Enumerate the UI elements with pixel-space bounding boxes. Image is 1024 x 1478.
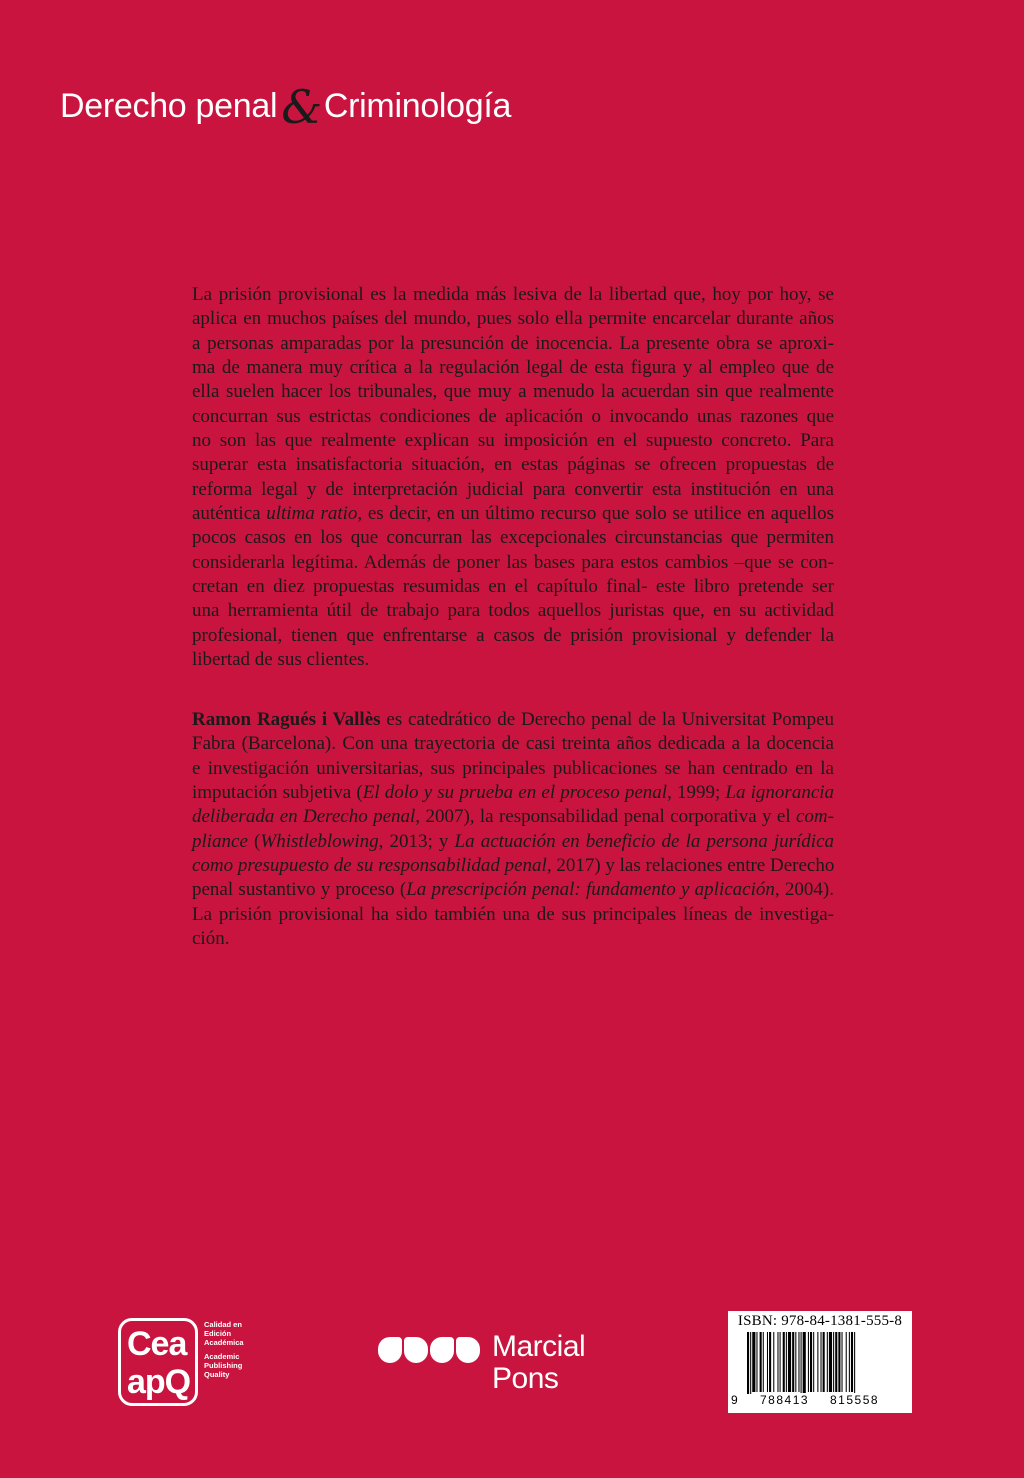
synopsis-line: ella suelen hacer los tribunales, que muy a menudo la acuerdan sin que realmente (192, 381, 834, 403)
barcode-bar (798, 1332, 799, 1392)
ceapq-letters (127, 1325, 190, 1401)
bio-line: Fabra (Barcelona). Con una trayectoria de casi treinta años dedicada a la docencia (192, 733, 834, 755)
barcode-bar (747, 1332, 749, 1394)
ceapq-frame (118, 1318, 198, 1406)
barcode-bar (780, 1332, 781, 1392)
barcode-bar (851, 1332, 853, 1392)
bio-italic: La actuación en beneficio de la persona jurídica (454, 830, 835, 852)
synopsis-paragraph (192, 283, 834, 673)
barcode-bar (795, 1332, 796, 1392)
barcode-bar (760, 1332, 762, 1392)
synopsis-line: reforma legal y de interpretación judicial para convertir esta institución en una (192, 478, 834, 500)
ceapq-caption-es: Académica (204, 1338, 244, 1347)
synopsis-line: no son las que realmente explican su imposición en el supuesto concreto. Para (192, 430, 834, 452)
bio-text: , 2004). (774, 879, 834, 901)
ceapq-caption-es: Edición (204, 1329, 232, 1338)
publisher-name-line1: Marcial (492, 1330, 586, 1363)
bio-line (192, 830, 834, 854)
barcode-bar (838, 1332, 840, 1392)
synopsis-line: ma de manera muy crítica a la regulación legal de esta figura y al empleo que de (192, 357, 834, 379)
bio-text: ( (247, 830, 261, 852)
synopsis-line: superar esta insatisfactoria situación, en estas páginas se ofrecen propuestas de (192, 454, 834, 476)
barcode-bar (783, 1332, 785, 1392)
bio-line (192, 708, 834, 732)
synopsis-line: libertad de sus clientes. (192, 649, 370, 671)
barcode-bar (835, 1332, 837, 1392)
ceapq-letters-bottom: apQ (127, 1363, 191, 1401)
bio-italic: deliberada en Derecho penal (192, 806, 416, 828)
barcode-bar (803, 1332, 806, 1394)
bio-text: , 2007), la responsabilidad penal corporativa y el (415, 806, 796, 828)
series-title-left: Derecho penal (60, 87, 278, 125)
bio-italic: como presupuesto de su responsabilidad penal (192, 855, 547, 877)
author-name: Ramon Ragués i Vallès (192, 709, 381, 730)
isbn-barcode (728, 1311, 912, 1413)
bio-italic: pliance (192, 830, 248, 852)
synopsis-line: pocos casos en los que concurran las excepcionales circunstancias que permiten (192, 527, 834, 549)
barcode-bar (773, 1332, 774, 1392)
bio-line: La prisión provisional ha sido también una de sus principales líneas de investiga- (192, 903, 834, 925)
bio-line (192, 805, 834, 829)
barcode-bar (752, 1332, 755, 1392)
isbn-label: ISBN: 978-84-1381-555-8 (737, 1313, 903, 1329)
barcode-bars-icon (737, 1332, 903, 1394)
bio-text: , 2013; y (378, 830, 455, 852)
ceapq-caption-es: Calidad en (204, 1320, 242, 1329)
synopsis-italic: ultima ratio (266, 503, 358, 525)
bio-italic: Whistleblowing (260, 830, 379, 852)
bio-text: penal sustantivo y proceso ( (192, 879, 407, 901)
synopsis-line: una herramienta útil de trabajo para todos aquellos juristas que, en su actividad (192, 600, 834, 622)
synopsis-line: aplica en muchos países del mundo, pues solo ella permite encarcelar durante años (192, 308, 834, 330)
barcode-bar (769, 1332, 771, 1392)
ceapq-caption (204, 1320, 264, 1379)
bio-text: , 2017) y las relaciones entre Derecho (546, 855, 835, 877)
bio-text: , 1999; (667, 782, 726, 804)
series-title-right: Criminología (323, 87, 512, 125)
publisher-logo (378, 1330, 618, 1405)
synopsis-line: La prisión provisional es la medida más lesiva de la libertad que, hoy por hoy, se (192, 284, 834, 305)
bio-line (192, 781, 834, 805)
barcode-first-digit: 9 (731, 1393, 738, 1407)
barcode-bar (813, 1332, 814, 1392)
publisher-name (492, 1331, 585, 1395)
barcode-bar (842, 1332, 843, 1392)
ceapq-caption-en: Quality (204, 1370, 230, 1379)
bio-text: imputación subjetiva ( (192, 782, 363, 804)
barcode-bar (846, 1332, 847, 1392)
bio-italic: La ignorancia (725, 782, 835, 804)
bio-italic: com- (796, 806, 834, 828)
barcode-bar (763, 1332, 764, 1392)
synopsis-text: auténtica (192, 503, 267, 525)
barcode-bar (849, 1332, 850, 1392)
ceapq-seal (118, 1318, 258, 1408)
barcode-bar (767, 1332, 768, 1392)
barcode-bar (821, 1332, 822, 1392)
barcode-bar (854, 1332, 855, 1394)
barcode-left-group: 788413 (760, 1393, 810, 1407)
barcode-right-group: 815558 (830, 1393, 880, 1407)
bio-text: es catedrático de Derecho penal de la Universitat Pompeu (380, 709, 834, 730)
bio-italic: La prescripción penal: fundamento y aplicación (406, 879, 775, 901)
barcode-bar (777, 1332, 778, 1392)
ceapq-caption-en: Publishing (204, 1361, 243, 1370)
author-bio (192, 708, 834, 951)
bio-line: e investigación universitarias, sus principales publicaciones se han centrado en la (192, 757, 834, 779)
synopsis-line: cretan en diez propuestas resumidas en el capítulo final- este libro pretende ser (192, 576, 834, 598)
synopsis-line: profesional, tienen que enfrentarse a casos de prisión provisional y defender la (192, 624, 834, 646)
barcode-bar (810, 1332, 812, 1392)
ceapq-letters-top: Cea (127, 1325, 187, 1363)
synopsis-line (192, 502, 834, 526)
bio-italic: El dolo y su prueba en el proceso penal (362, 782, 668, 804)
barcode-bar (786, 1332, 787, 1392)
synopsis-text: , es decir, en un último recurso que solo se utilice en aquellos (357, 503, 834, 525)
barcode-bar (827, 1332, 828, 1392)
barcode-bar (792, 1332, 794, 1392)
synopsis-line: concurran sus estrictas condiciones de aplicación o invocando unas razones que (192, 405, 834, 427)
barcode-bar (801, 1332, 802, 1394)
bio-line: ción. (192, 928, 230, 950)
barcode-bar (750, 1332, 751, 1394)
series-title (60, 78, 512, 134)
publisher-name-line2: Pons (492, 1362, 559, 1395)
barcode-bar (808, 1332, 809, 1392)
barcode-bar (817, 1332, 818, 1392)
barcode-bar (829, 1332, 832, 1392)
ampersand-glyph: & (281, 80, 322, 134)
bio-line (192, 878, 834, 902)
bio-line (192, 854, 834, 878)
barcode-bar (823, 1332, 825, 1392)
barcode-bar (756, 1332, 757, 1392)
publisher-mark-icon (378, 1337, 480, 1363)
barcode-bar (788, 1332, 791, 1392)
ceapq-caption-en: Academic (204, 1352, 240, 1361)
synopsis-line: a personas amparadas por la presunción de inocencia. La presente obra se aproxi- (192, 332, 834, 354)
synopsis-line: considerarla legítima. Además de poner las bases para estos cambios –que se con- (192, 551, 834, 573)
barcode-bar (833, 1332, 834, 1392)
